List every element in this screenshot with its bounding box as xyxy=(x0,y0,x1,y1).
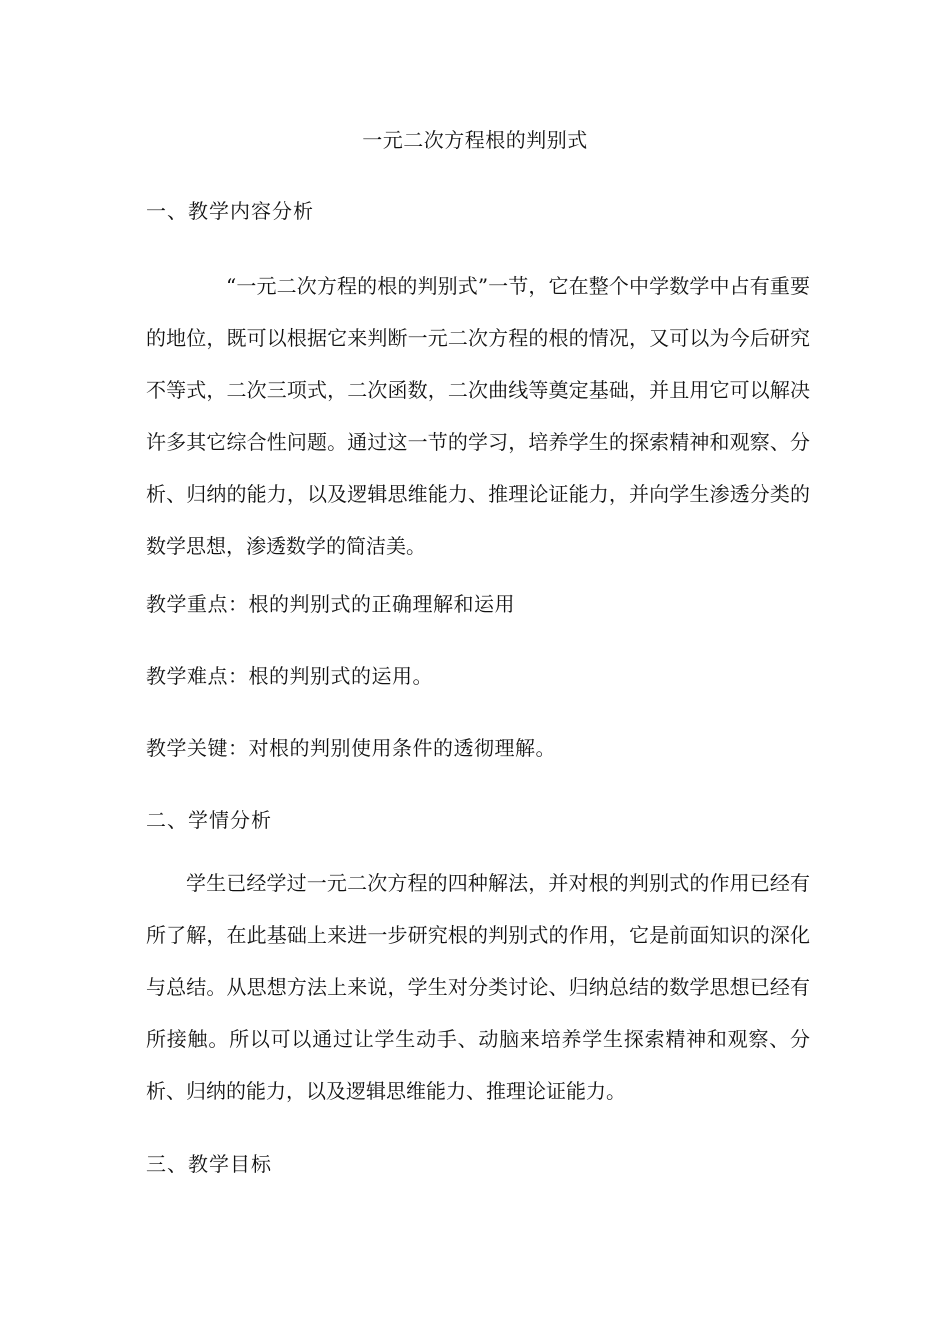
document-title: 一元二次方程根的判别式 xyxy=(362,128,588,152)
teaching-key: 教学关键：对根的判别使用条件的透彻理解。 xyxy=(146,736,556,760)
paragraph-student-analysis: 学生已经学过一元二次方程的四种解法，并对根的判别式的作用已经有所了解，在此基础上来进一步研究根的判别式的作用，它是前面知识的深化与总结。从思想方法上来说，学生对分类讨论、归纳总结的数学思想已经有所接触。所以可以通过让学生动手、动脑来培养学生探索精神和观察、分析、归纳的能力，以及逻辑思维能力、推理论证能力。 xyxy=(146,871,810,1103)
teaching-difficulty: 教学难点：根的判别式的运用。 xyxy=(146,664,433,688)
teaching-key-point: 教学重点：根的判别式的正确理解和运用 xyxy=(146,592,515,616)
paragraph-content-analysis: “一元二次方程的根的判别式”一节，它在整个中学数学中占有重要的地位，既可以根据它来判断一元二次方程的根的情况，又可以为今后研究不等式，二次三项式，二次函数，二次曲线等奠定基础，并且用它可以解决许多其它综合性问题。通过这一节的学习，培养学生的探索精神和观察、分析、归纳的能力，以及逻辑思维能力、推理论证能力，并向学生渗透分类的数学思想，渗透数学的简洁美。 xyxy=(146,274,810,558)
section-heading-student-analysis: 二、学情分析 xyxy=(146,808,272,832)
section-heading-content-analysis: 一、教学内容分析 xyxy=(146,199,314,223)
section-heading-teaching-goals: 三、教学目标 xyxy=(146,1152,272,1176)
